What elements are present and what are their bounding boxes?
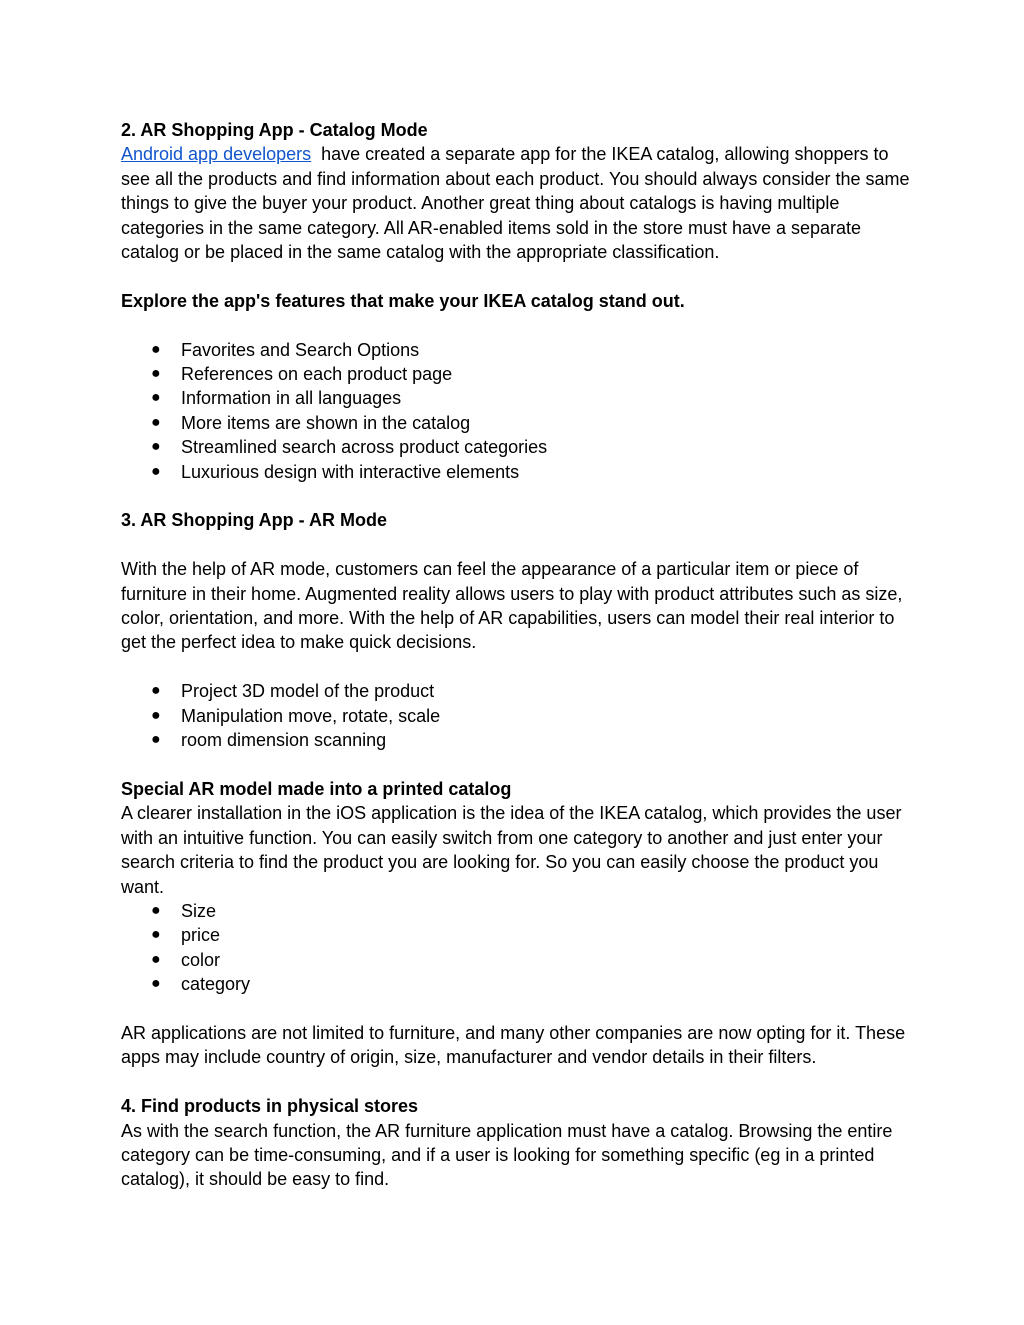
list-item-text: Manipulation move, rotate, scale <box>181 705 441 726</box>
special-ar-model-paragraph: A clearer installation in the iOS application is the idea of the IKEA catalog, which provides the user with an intuitive function. You can easily switch from one category to another and just enter your search criteria to find the product you are looking for. So you can easily choose the product you want. <box>121 803 902 897</box>
list-item <box>121 899 921 923</box>
list-item <box>121 386 921 410</box>
list-item-text: References on each product page <box>181 364 453 385</box>
ar-applications-paragraph: AR applications are not limited to furniture, and many other companies are now opting for it. These apps may include country of origin, size, manufacturer and vendor details in their filters. <box>121 1022 906 1068</box>
list-item <box>121 728 921 752</box>
bullet-icon: ● <box>151 682 161 700</box>
android-app-developers-link[interactable]: Android app developers <box>121 144 312 165</box>
spacer <box>121 752 921 776</box>
list-item <box>121 460 921 484</box>
spacer <box>121 313 921 337</box>
spacer <box>121 655 921 679</box>
list-item-text: color <box>181 949 221 970</box>
list-item <box>121 948 921 972</box>
spacer <box>121 1070 921 1094</box>
physical-stores-paragraph: As with the search function, the AR furniture application must have a catalog. Browsing the entire category can be time-consuming, and if a user is looking for something specific (eg in a printed catalog), it should be easy to find. <box>121 1120 893 1190</box>
section-heading-physical-stores: 4. Find products in physical stores <box>121 1096 419 1117</box>
bullet-icon: ● <box>151 365 161 383</box>
list-item <box>121 338 921 362</box>
bullet-icon: ● <box>151 413 161 431</box>
spacer <box>121 997 921 1021</box>
bullet-icon: ● <box>151 340 161 358</box>
list-item <box>121 679 921 703</box>
section-heading-catalog-mode: 2. AR Shopping App - Catalog Mode <box>121 120 428 140</box>
section-heading-ar-mode: 3. AR Shopping App - AR Mode <box>121 510 387 531</box>
list-item-text: Favorites and Search Options <box>181 339 420 360</box>
filter-list <box>121 899 921 997</box>
special-ar-model-heading: Special AR model made into a printed catalog <box>121 778 512 799</box>
list-item-text: room dimension scanning <box>181 730 387 751</box>
list-item-text: More items are shown in the catalog <box>181 412 471 433</box>
list-item-text: Streamlined search across product categories <box>181 437 548 458</box>
ar-mode-paragraph: With the help of AR mode, customers can feel the appearance of a particular item or piece of furniture in their home. Augmented reality allows users to play with product attributes such as size, color, orientation, and more. With the help of AR capabilities, users can model their real interior to get the perfect idea to make quick decisions. <box>121 559 903 653</box>
spacer <box>121 484 921 508</box>
catalog-mode-paragraph-text: have created a separate app for the IKEA catalog, allowing shoppers to see all the products and find information about each product. You should always consider the same things to give the buyer your product. Another great thing about catalogs is having multiple categories in the same category. All AR-enabled items sold in the store must have a separate catalog or be placed in the same catalog with the appropriate classification. <box>121 144 915 263</box>
list-item <box>121 704 921 728</box>
bullet-icon: ● <box>151 975 161 993</box>
bullet-icon: ● <box>151 731 161 749</box>
list-item <box>121 411 921 435</box>
spacer <box>121 264 921 288</box>
list-item-text: Project 3D model of the product <box>181 681 435 702</box>
bullet-icon: ● <box>151 926 161 944</box>
list-item <box>121 972 921 996</box>
list-item-text: Size <box>181 900 217 921</box>
list-item <box>121 435 921 459</box>
catalog-mode-paragraph <box>121 142 921 264</box>
list-item <box>121 923 921 947</box>
features-list <box>121 338 921 484</box>
bullet-icon: ● <box>151 901 161 919</box>
bullet-icon: ● <box>151 706 161 724</box>
bullet-icon: ● <box>151 438 161 456</box>
list-item-text: Information in all languages <box>181 388 402 409</box>
ar-mode-list <box>121 679 921 752</box>
explore-features-heading: Explore the app's features that make your IKEA catalog stand out. <box>121 290 685 311</box>
list-item-text: category <box>181 974 251 995</box>
bullet-icon: ● <box>151 950 161 968</box>
spacer <box>121 533 921 557</box>
document-page <box>121 118 921 1192</box>
list-item-text: price <box>181 925 221 946</box>
list-item <box>121 362 921 386</box>
bullet-icon: ● <box>151 389 161 407</box>
bullet-icon: ● <box>151 462 161 480</box>
list-item-text: Luxurious design with interactive elements <box>181 461 520 482</box>
